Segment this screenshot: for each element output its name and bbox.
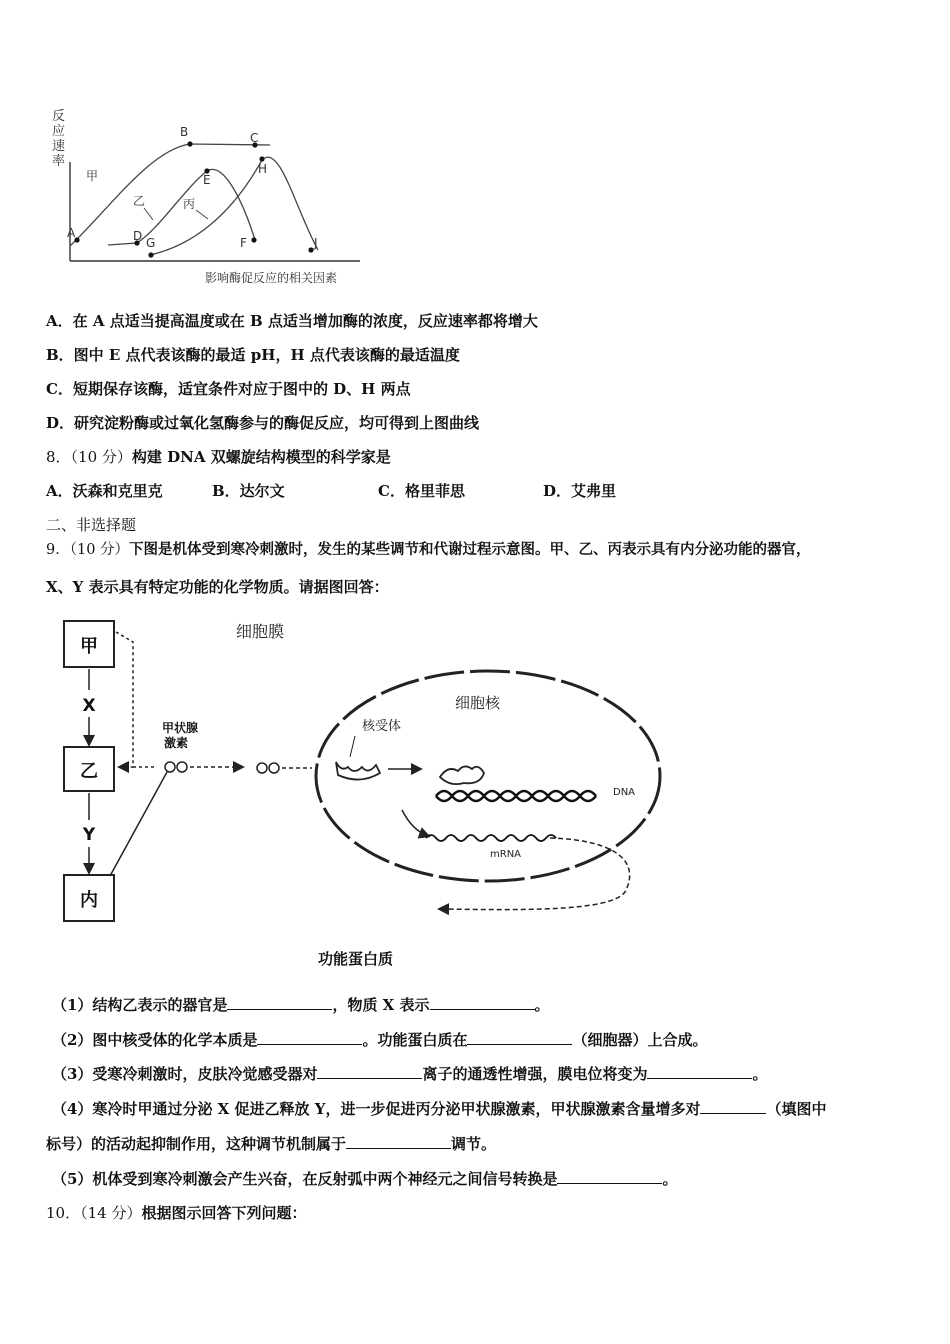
- answer-blank[interactable]: [346, 1134, 451, 1149]
- answer-blank[interactable]: [647, 1064, 752, 1079]
- q9-part-1: （1）结构乙表示的器官是 ，物质 X 表示 。: [52, 996, 550, 1014]
- answer-blank[interactable]: [467, 1030, 572, 1045]
- mrna-label: mRNA: [490, 849, 522, 860]
- y-label-char: 率: [52, 154, 66, 169]
- point-label-e: E: [203, 173, 211, 187]
- q9-part-3: （3）受寒冷刺激时，皮肤冷觉感受器对 离子的通透性增强，膜电位将变为 。: [52, 1065, 768, 1083]
- thyroid-regulation-diagram: [50, 612, 690, 977]
- nucleus-label: 细胞核: [455, 694, 501, 712]
- point-label-c: C: [250, 131, 259, 145]
- point-label-f: F: [240, 236, 247, 250]
- receptor-shape: [336, 762, 380, 780]
- mrna-strand: [426, 835, 556, 841]
- dna-label: DNA: [613, 787, 636, 798]
- q9-part-4: （4）寒冷时甲通过分泌 X 促进乙释放 Y，进一步促进丙分泌甲状腺激素，甲状腺激素含量增多对 （填图中: [52, 1100, 827, 1118]
- box-yi-label: 乙: [80, 761, 98, 782]
- point-label-d: D: [133, 229, 143, 243]
- dna-strand-2: [436, 791, 596, 801]
- q9-part-5: （5）机体受到寒冷刺激会产生兴奋，在反射弧中两个神经元之间信号转换是 。: [52, 1170, 678, 1188]
- box-bing-label: 内: [80, 890, 98, 911]
- point-j: [308, 247, 313, 252]
- q9-stem-line2: X、Y 表示具有特定功能的化学物质。请据图回答：: [46, 578, 389, 596]
- cell-membrane-label: 细胞膜: [236, 622, 285, 641]
- q8-option-a: A．沃森和克里克: [46, 482, 163, 500]
- feedback-dashed-line: [116, 632, 133, 767]
- q10-stem: 10．（14 分）根据图示回答下列问题：: [46, 1204, 307, 1222]
- translation-arrow: [440, 838, 630, 910]
- answer-blank[interactable]: [317, 1064, 422, 1079]
- q9-part-2: （2）图中核受体的化学本质是 。功能蛋白质在 （细胞器）上合成。: [52, 1031, 708, 1049]
- protein-label: 功能蛋白质: [318, 950, 394, 968]
- box-jia-label: 甲: [80, 636, 98, 657]
- answer-blank[interactable]: [430, 995, 535, 1010]
- question-number: 10．（14 分）: [46, 1204, 142, 1222]
- y-label-char: 反: [52, 109, 66, 124]
- y-label-char: 速: [52, 139, 66, 154]
- label-y: Y: [82, 825, 96, 845]
- point-label-h: H: [258, 162, 268, 176]
- answer-blank[interactable]: [557, 1169, 662, 1184]
- point-label-a: A: [67, 226, 76, 240]
- q7-option-c: C．短期保存该酶，适宜条件对应于图中的 D、H 两点: [46, 380, 411, 398]
- x-axis-label: 影响酶促反应的相关因素: [205, 271, 338, 285]
- point-label-g: G: [146, 236, 156, 250]
- q9-part-4-cont: 标号）的活动起抑制作用，这种调节机制属于 调节。: [46, 1135, 497, 1153]
- thyroid-hormone-label: 甲状腺: [162, 721, 199, 735]
- q8-option-d: D．艾弗里: [543, 482, 617, 500]
- point-b: [187, 141, 192, 146]
- point-f: [251, 237, 256, 242]
- curve-bing: [150, 157, 318, 255]
- q7-option-b: B．图中 E 点代表该酶的最适 pH，H 点代表该酶的最适温度: [46, 346, 460, 364]
- y-label-char: 应: [52, 124, 66, 139]
- q8-stem: 8．（10 分）构建 DNA 双螺旋结构模型的科学家是: [46, 448, 391, 466]
- curve-label-jia: 甲: [86, 169, 99, 183]
- curve-yi: [108, 169, 255, 245]
- curve-jia: [70, 144, 270, 246]
- q8-option-b: B．达尔文: [212, 482, 285, 500]
- answer-blank[interactable]: [227, 995, 332, 1010]
- curve-label-bing: 丙: [183, 197, 196, 211]
- point-g: [148, 252, 153, 257]
- q9-stem-line1: 9．（10 分）下图是机体受到寒冷刺激时，发生的某些调节和代谢过程示意图。甲、乙、丙表示具有内分泌功能的器官，: [46, 541, 811, 558]
- q7-option-d: D．研究淀粉酶或过氧化氢酶参与的酶促反应，均可得到上图曲线: [46, 414, 480, 432]
- label-x: X: [82, 696, 96, 716]
- point-label-b: B: [180, 125, 189, 139]
- section-heading: 二、非选择题: [46, 516, 137, 534]
- curve-label-yi: 乙: [133, 194, 146, 208]
- point-label-j: J: [314, 236, 318, 250]
- q7-option-a: A．在 A 点适当提高温度或在 B 点适当增加酶的浓度，反应速率都将增大: [46, 312, 538, 330]
- receptor-label: 核受体: [362, 719, 402, 734]
- answer-blank[interactable]: [257, 1030, 362, 1045]
- answer-blank[interactable]: [700, 1099, 766, 1114]
- q8-option-c: C．格里菲思: [378, 482, 465, 500]
- thyroid-hormone-label: 激素: [164, 736, 189, 750]
- enzyme-rate-graph: [40, 98, 390, 296]
- question-number: 8．（10 分）: [46, 448, 132, 466]
- question-number: 9．（10 分）: [46, 542, 130, 558]
- point-h: [259, 156, 264, 161]
